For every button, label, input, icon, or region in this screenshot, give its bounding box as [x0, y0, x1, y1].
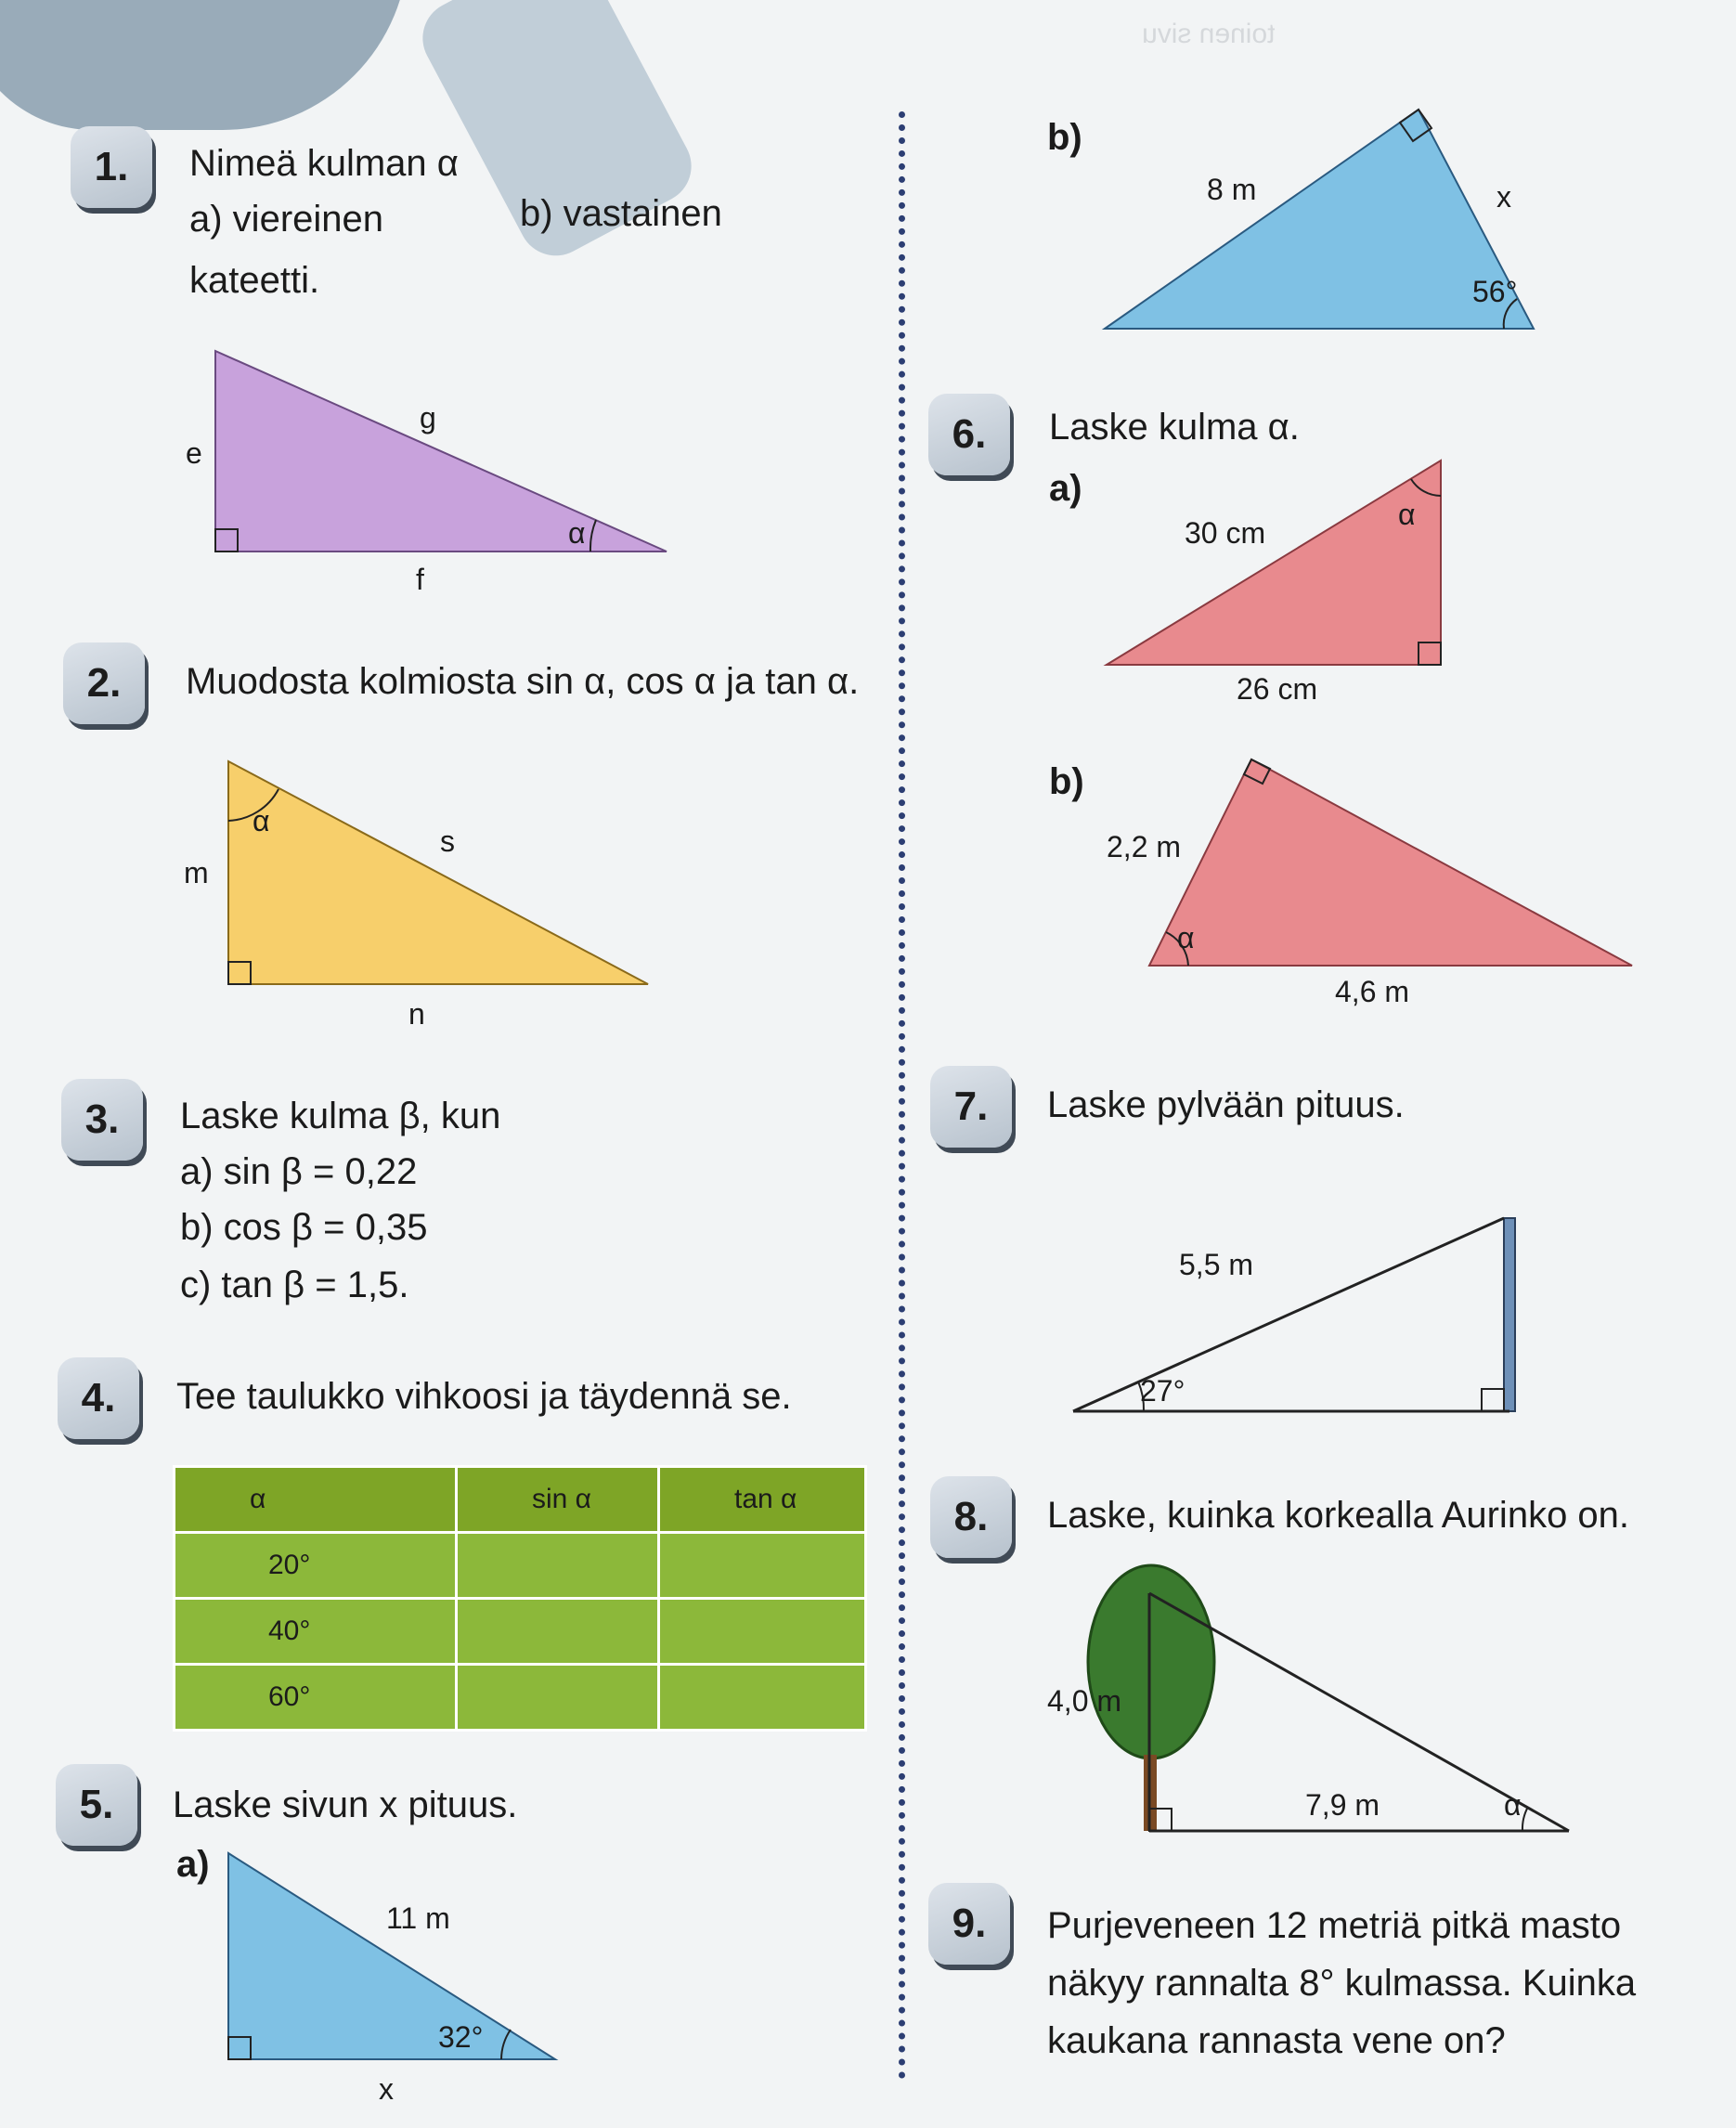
- table-header: sin α: [457, 1467, 659, 1533]
- table-row: [175, 1599, 866, 1665]
- table-cell: 20°: [175, 1533, 457, 1599]
- task-3-option-c: c) tan β = 1,5.: [180, 1265, 409, 1305]
- table-cell: [659, 1665, 866, 1731]
- task-8-alpha-label: α: [1504, 1788, 1522, 1822]
- task-1-option-a: a) viereinen: [189, 199, 384, 240]
- task-4-instruction: Tee taulukko vihkoosi ja täydennä se.: [176, 1376, 792, 1417]
- task-6b-side2-label: 4,6 m: [1335, 975, 1410, 1008]
- task-9-line-3: kaukana rannasta vene on?: [1047, 2020, 1506, 2061]
- task-number-badge: 8.: [930, 1476, 1012, 1558]
- table-header: tan α: [659, 1467, 866, 1533]
- task-number-badge: 5.: [56, 1764, 137, 1846]
- task-2-label-alpha: α: [253, 804, 270, 837]
- table-cell: [457, 1665, 659, 1731]
- background-shape: [0, 0, 408, 130]
- task-number-badge: 7.: [930, 1066, 1012, 1148]
- task-7-instruction: Laske pylvään pituus.: [1047, 1084, 1405, 1125]
- task-6a-alpha-label: α: [1398, 498, 1416, 531]
- task-1-label-alpha: α: [568, 516, 586, 550]
- task-5b-side-label: 8 m: [1207, 173, 1257, 206]
- table-header-row: [175, 1467, 866, 1533]
- table-header: α: [175, 1467, 457, 1533]
- table-cell: [457, 1533, 659, 1599]
- table-cell: [659, 1599, 866, 1665]
- task-5b-x-label: x: [1496, 180, 1511, 214]
- task-5b-label: b): [1047, 117, 1082, 158]
- task-1-option-b: b) vastainen: [520, 193, 722, 234]
- task-5-instruction: Laske sivun x pituus.: [173, 1784, 518, 1825]
- task-3-instruction: Laske kulma β, kun: [180, 1096, 501, 1136]
- task-5b-angle-label: 56°: [1472, 275, 1518, 308]
- task-5a-label: a): [176, 1844, 210, 1885]
- task-5a-hyp-label: 11 m: [386, 1901, 450, 1935]
- table-row: [175, 1665, 866, 1731]
- task-1-tail: kateetti.: [189, 260, 320, 301]
- task-1-label-e: e: [186, 436, 202, 470]
- task-9-line-1: Purjeveneen 12 metriä pitkä masto: [1047, 1905, 1622, 1946]
- task-number-badge: 2.: [63, 642, 145, 724]
- bleed-through-text: toinen sivu: [1142, 19, 1276, 49]
- task-number-badge: 1.: [71, 126, 152, 208]
- task-6b-side1-label: 2,2 m: [1107, 830, 1182, 863]
- task-2-instruction: Muodosta kolmiosta sin α, cos α ja tan α.: [186, 661, 860, 702]
- task-8-instruction: Laske, kuinka korkealla Aurinko on.: [1047, 1495, 1630, 1536]
- task-9-line-2: näkyy rannalta 8° kulmassa. Kuinka: [1047, 1963, 1637, 2004]
- table-cell: 60°: [175, 1665, 457, 1731]
- task-6b-alpha-label: α: [1177, 921, 1195, 954]
- task-7-angle-label: 27°: [1140, 1374, 1185, 1408]
- task-4-table: [173, 1465, 867, 1732]
- task-2-label-m: m: [184, 856, 209, 889]
- task-1-label-f: f: [416, 563, 424, 596]
- table-cell: 40°: [175, 1599, 457, 1665]
- task-8-height-label: 4,0 m: [1047, 1684, 1122, 1718]
- task-1-label-g: g: [420, 401, 436, 435]
- task-number-badge: 9.: [928, 1883, 1010, 1965]
- task-6-instruction: Laske kulma α.: [1049, 407, 1300, 448]
- task-1-instruction: Nimeä kulman α: [189, 143, 459, 184]
- task-5a-x-label: x: [379, 2072, 394, 2106]
- task-6a-side2-label: 26 cm: [1237, 672, 1318, 706]
- task-2-label-s: s: [440, 824, 455, 858]
- task-6a-label: a): [1049, 468, 1082, 509]
- task-5a-angle-label: 32°: [438, 2020, 484, 2054]
- task-3-option-a: a) sin β = 0,22: [180, 1151, 418, 1192]
- task-3-option-b: b) cos β = 0,35: [180, 1207, 428, 1248]
- task-7-hyp-label: 5,5 m: [1179, 1248, 1254, 1281]
- task-2-label-n: n: [408, 997, 425, 1031]
- task-6b-label: b): [1049, 761, 1084, 802]
- task-number-badge: 6.: [928, 394, 1010, 475]
- table-cell: [659, 1533, 866, 1599]
- task-8-shadow-label: 7,9 m: [1305, 1788, 1380, 1822]
- table-cell: [457, 1599, 659, 1665]
- task-6a-side1-label: 30 cm: [1185, 516, 1266, 550]
- column-divider: [899, 111, 905, 2080]
- table-row: [175, 1533, 866, 1599]
- task-8-figure: [0, 0, 9, 9]
- task-number-badge: 3.: [61, 1079, 143, 1161]
- task-number-badge: 4.: [58, 1357, 139, 1439]
